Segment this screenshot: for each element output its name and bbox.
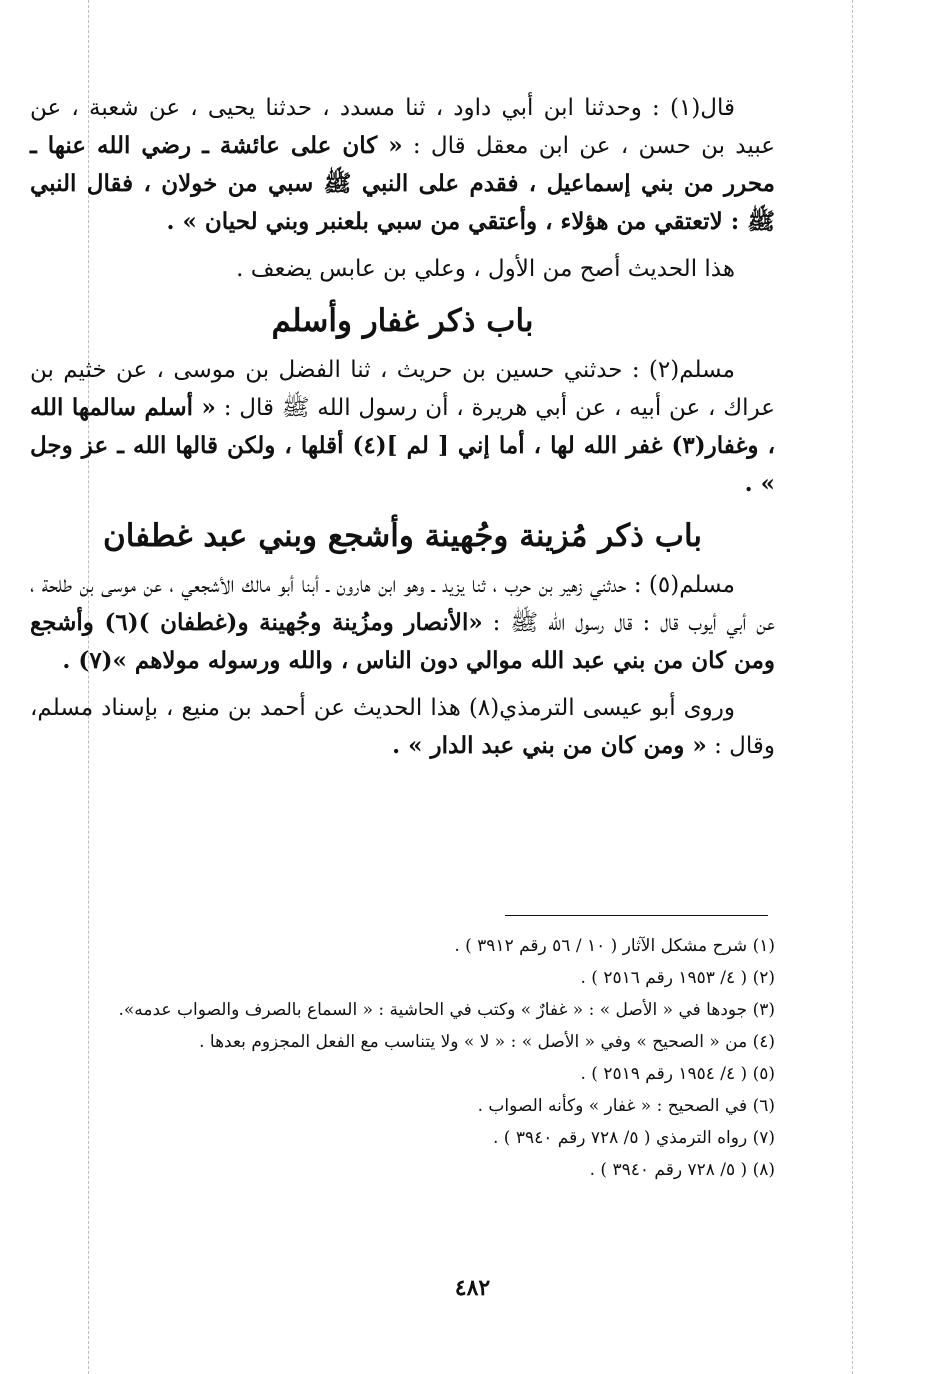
- paragraph-quote: « أسلم سالمها الله ، وغفار(٣) غفر الله لها ، أما إني [ لم ](٤) أقلها ، ولكن قالها الله ـ عز وجل » .: [30, 394, 775, 497]
- footnote-1: (١) شرح مشكل الآثار ( ١٠ / ٥٦ رقم ٣٩١٢ ) .: [454, 936, 775, 956]
- main-text: [30, 90, 775, 775]
- footnote-5: (٥) ( ٤/ ١٩٥٤ رقم ٢٥١٩ ) .: [580, 1064, 775, 1084]
- paragraph-quote: «الأنصار ومزُينة وجُهينة و(غطفان )(٦) وأشجع ومن كان من بني عبد الله موالي دون الناس ، والله ورسوله مولاهم »(٧) .: [30, 609, 775, 674]
- paragraph-quote: « كان على عائشة ـ رضي الله عنها ـ محرر من بني إسماعيل ، فقدم على النبي ﷺ سبي من خولان ، فقال النبي ﷺ : لاتعتقي من هؤلاء ، وأعتقي من سبي بلعنبر وبني لحيان » .: [30, 132, 775, 235]
- footnote-3: (٣) جودها في « الأصل » : « غفارٌ » وكتب في الحاشية : « السماع بالصرف والصواب عدمه».: [118, 1000, 775, 1020]
- chapter-heading-ghifar: باب ذكر غفار وأسلم: [271, 303, 534, 339]
- footnote-6: (٦) في الصحيح : « غفار » وكأنه الصواب .: [477, 1096, 775, 1116]
- margin-guide-right: [852, 0, 853, 1374]
- footnote-4: (٤) من « الصحيح » وفي « الأصل » : « لا » ولا يتناسب مع الفعل المجزوم بعدها .: [199, 1032, 775, 1052]
- footnote-separator: [505, 915, 768, 916]
- paragraph-muslim-ghifar: [30, 352, 775, 503]
- paragraph-text: مسلم(٢) : حدثني حسين بن حريث ، ثنا الفضل بن موسى ، عن خثيم بن عراك ، عن أبيه ، عن أبي هريرة ، أن رسول الله ﷺ قال :: [30, 357, 775, 421]
- paragraph-text: قال(١) : وحدثنا ابن أبي داود ، ثنا مسدد ، حدثنا يحيى ، عن شعبة ، عن عبيد بن حسن ، عن ابن معقل قال :: [30, 95, 775, 159]
- paragraph-text: هذا الحديث أصح من الأول ، وعلي بن عابس يضعف .: [236, 256, 735, 282]
- paragraph-text: مسلم(٥) : حدثني زهير بن حرب ، ثنا يزيد ـ وهو ابن هارون ـ أبنا أبو مالك الأشجعي ، عن موسى بن طلحة ، عن أبي أيوب قال : قال رسول الله ﷺ :: [30, 572, 775, 636]
- paragraph-tirmidhi: [30, 690, 775, 765]
- footnote-2: (٢) ( ٤/ ١٩٥٣ رقم ٢٥١٦ ) .: [580, 968, 775, 988]
- paragraph-quote: « ومن كان من بني عبد الدار » .: [392, 732, 707, 759]
- footnotes: [30, 930, 775, 1186]
- footnote-7: (٧) رواه الترمذي ( ٥/ ٧٢٨ رقم ٣٩٤٠ ) .: [493, 1128, 775, 1148]
- paragraph-text: وروى أبو عيسى الترمذي(٨) هذا الحديث عن أحمد بن منيع ، بإسناد مسلم، وقال :: [30, 695, 775, 759]
- paragraph-comment: [30, 251, 775, 288]
- footnote-8: (٨) ( ٥/ ٧٢٨ رقم ٣٩٤٠ ) .: [589, 1160, 775, 1180]
- page-number: ٤٨٢: [454, 1275, 491, 1301]
- paragraph-hadith-1: [30, 90, 775, 241]
- chapter-heading-muzayna: باب ذكر مُزينة وجُهينة وأشجع وبني عبد غطفان: [102, 518, 703, 554]
- paragraph-muslim-ansar: [30, 567, 775, 680]
